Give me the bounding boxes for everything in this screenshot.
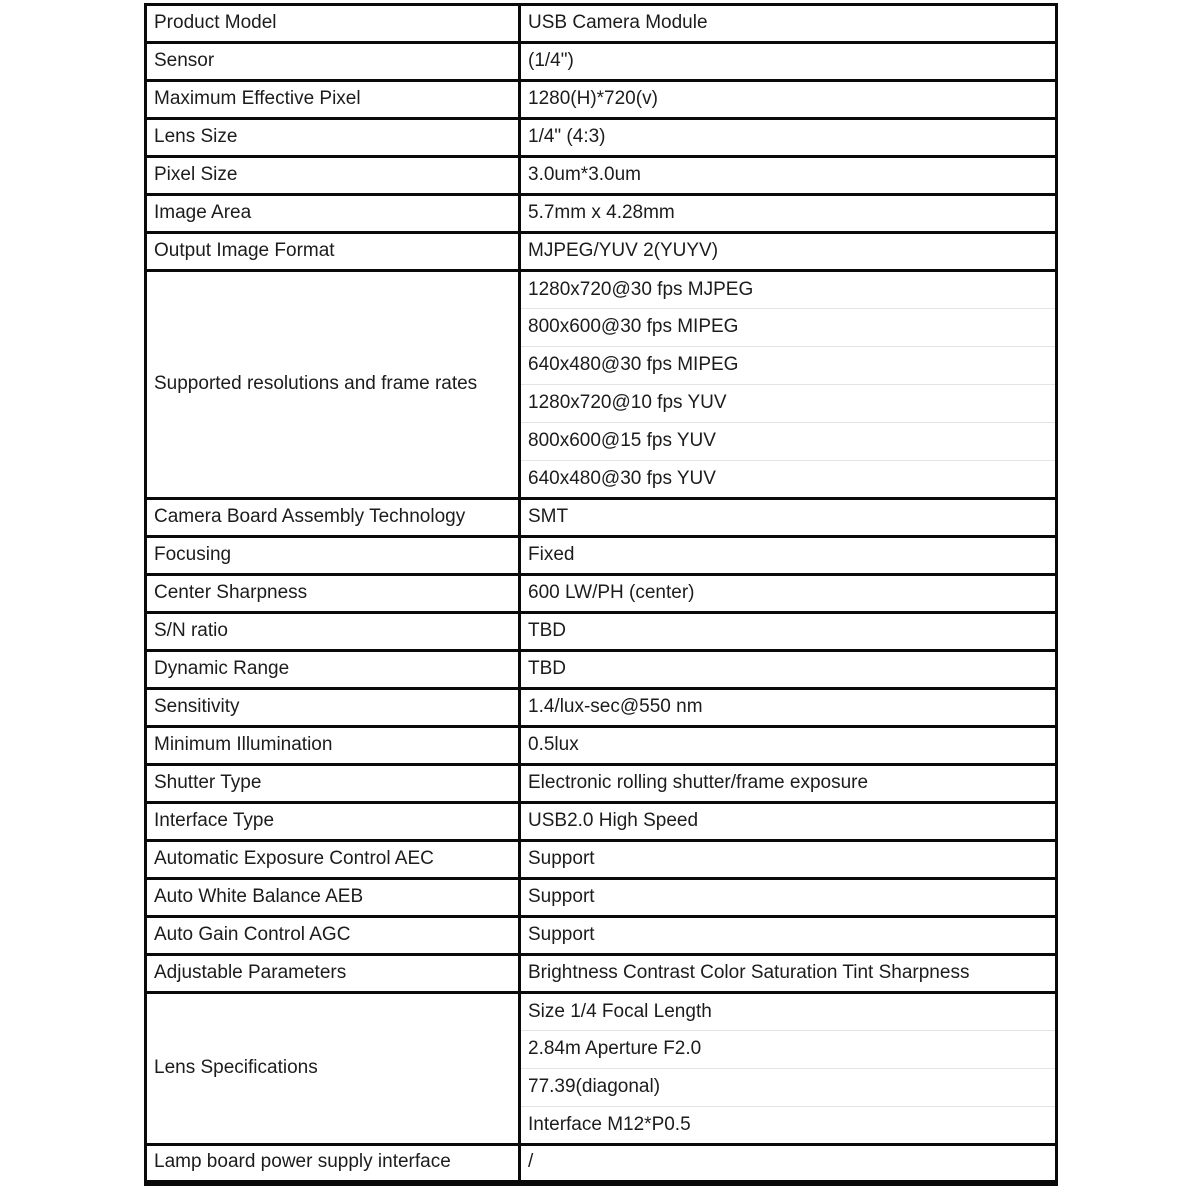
spec-row-sensitivity bbox=[146, 689, 1057, 727]
spec-subvalue: 640x480@30 fps YUV bbox=[520, 461, 1057, 499]
spec-label: Interface Type bbox=[146, 803, 520, 841]
spec-row-image-area bbox=[146, 195, 1057, 233]
spec-subvalue: 1280x720@30 fps MJPEG bbox=[520, 271, 1057, 309]
spec-subvalue: 1280x720@10 fps YUV bbox=[520, 385, 1057, 423]
spec-row-sensor bbox=[146, 43, 1057, 81]
spec-row-max-effective-pixel bbox=[146, 81, 1057, 119]
spec-value: Brightness Contrast Color Saturation Tint Sharpness bbox=[520, 955, 1057, 993]
spec-label: Camera Board Assembly Technology bbox=[146, 499, 520, 537]
spec-label: Output Image Format bbox=[146, 233, 520, 271]
spec-row-focusing bbox=[146, 537, 1057, 575]
spec-label: Minimum Illumination bbox=[146, 727, 520, 765]
spec-row-sn-ratio bbox=[146, 613, 1057, 651]
spec-row-minimum-illumination bbox=[146, 727, 1057, 765]
spec-table bbox=[144, 3, 1058, 1186]
spec-label: Maximum Effective Pixel bbox=[146, 81, 520, 119]
spec-value: 1.4/lux-sec@550 nm bbox=[520, 689, 1057, 727]
spec-row-center-sharpness bbox=[146, 575, 1057, 613]
spec-row-dynamic-range bbox=[146, 651, 1057, 689]
spec-value: Fixed bbox=[520, 537, 1057, 575]
spec-value: 1280(H)*720(v) bbox=[520, 81, 1057, 119]
spec-row-agc bbox=[146, 917, 1057, 955]
spec-value: 5.7mm x 4.28mm bbox=[520, 195, 1057, 233]
spec-label: S/N ratio bbox=[146, 613, 520, 651]
spec-row-output-image-format bbox=[146, 233, 1057, 271]
spec-subvalue: 800x600@15 fps YUV bbox=[520, 423, 1057, 461]
spec-value: Support bbox=[520, 841, 1057, 879]
spec-label: Focusing bbox=[146, 537, 520, 575]
spec-value: Support bbox=[520, 917, 1057, 955]
spec-label: Auto White Balance AEB bbox=[146, 879, 520, 917]
spec-value: TBD bbox=[520, 613, 1057, 651]
spec-value: 1/4" (4:3) bbox=[520, 119, 1057, 157]
spec-label: Supported resolutions and frame rates bbox=[146, 271, 520, 499]
spec-value: TBD bbox=[520, 651, 1057, 689]
spec-value: 3.0um*3.0um bbox=[520, 157, 1057, 195]
spec-value: USB2.0 High Speed bbox=[520, 803, 1057, 841]
spec-sheet bbox=[144, 3, 1055, 1186]
spec-row-lens-size bbox=[146, 119, 1057, 157]
spec-subvalue: 640x480@30 fps MIPEG bbox=[520, 347, 1057, 385]
spec-label: Adjustable Parameters bbox=[146, 955, 520, 993]
spec-label: Center Sharpness bbox=[146, 575, 520, 613]
spec-label: Shutter Type bbox=[146, 765, 520, 803]
spec-row-aec bbox=[146, 841, 1057, 879]
spec-row-lamp-board-power bbox=[146, 1145, 1057, 1183]
spec-label: Product Model bbox=[146, 5, 520, 43]
spec-label: Lens Specifications bbox=[146, 993, 520, 1145]
spec-subvalue: 800x600@30 fps MIPEG bbox=[520, 309, 1057, 347]
spec-value: Electronic rolling shutter/frame exposure bbox=[520, 765, 1057, 803]
spec-subvalue: 77.39(diagonal) bbox=[520, 1069, 1057, 1107]
spec-label: Lamp board power supply interface bbox=[146, 1145, 520, 1183]
spec-value: Support bbox=[520, 879, 1057, 917]
spec-row-pixel-size bbox=[146, 157, 1057, 195]
spec-label: Automatic Exposure Control AEC bbox=[146, 841, 520, 879]
spec-value: SMT bbox=[520, 499, 1057, 537]
spec-value: / bbox=[520, 1145, 1057, 1183]
spec-row-interface-type bbox=[146, 803, 1057, 841]
spec-value: 0.5lux bbox=[520, 727, 1057, 765]
spec-value: USB Camera Module bbox=[520, 5, 1057, 43]
spec-row-lens-specifications bbox=[146, 993, 1057, 1031]
spec-value: 600 LW/PH (center) bbox=[520, 575, 1057, 613]
spec-subvalue: Interface M12*P0.5 bbox=[520, 1107, 1057, 1145]
spec-label: Auto Gain Control AGC bbox=[146, 917, 520, 955]
spec-label: Sensor bbox=[146, 43, 520, 81]
spec-row-awb bbox=[146, 879, 1057, 917]
spec-label: Sensitivity bbox=[146, 689, 520, 727]
spec-row-shutter-type bbox=[146, 765, 1057, 803]
spec-row-adjustable-parameters bbox=[146, 955, 1057, 993]
spec-label: Image Area bbox=[146, 195, 520, 233]
spec-label: Lens Size bbox=[146, 119, 520, 157]
spec-label: Dynamic Range bbox=[146, 651, 520, 689]
spec-row-supported-resolutions bbox=[146, 271, 1057, 309]
spec-label: Pixel Size bbox=[146, 157, 520, 195]
spec-subvalue: Size 1/4 Focal Length bbox=[520, 993, 1057, 1031]
spec-row-assembly-technology bbox=[146, 499, 1057, 537]
spec-row-product-model bbox=[146, 5, 1057, 43]
spec-value: MJPEG/YUV 2(YUYV) bbox=[520, 233, 1057, 271]
spec-subvalue: 2.84m Aperture F2.0 bbox=[520, 1031, 1057, 1069]
spec-value: (1/4") bbox=[520, 43, 1057, 81]
